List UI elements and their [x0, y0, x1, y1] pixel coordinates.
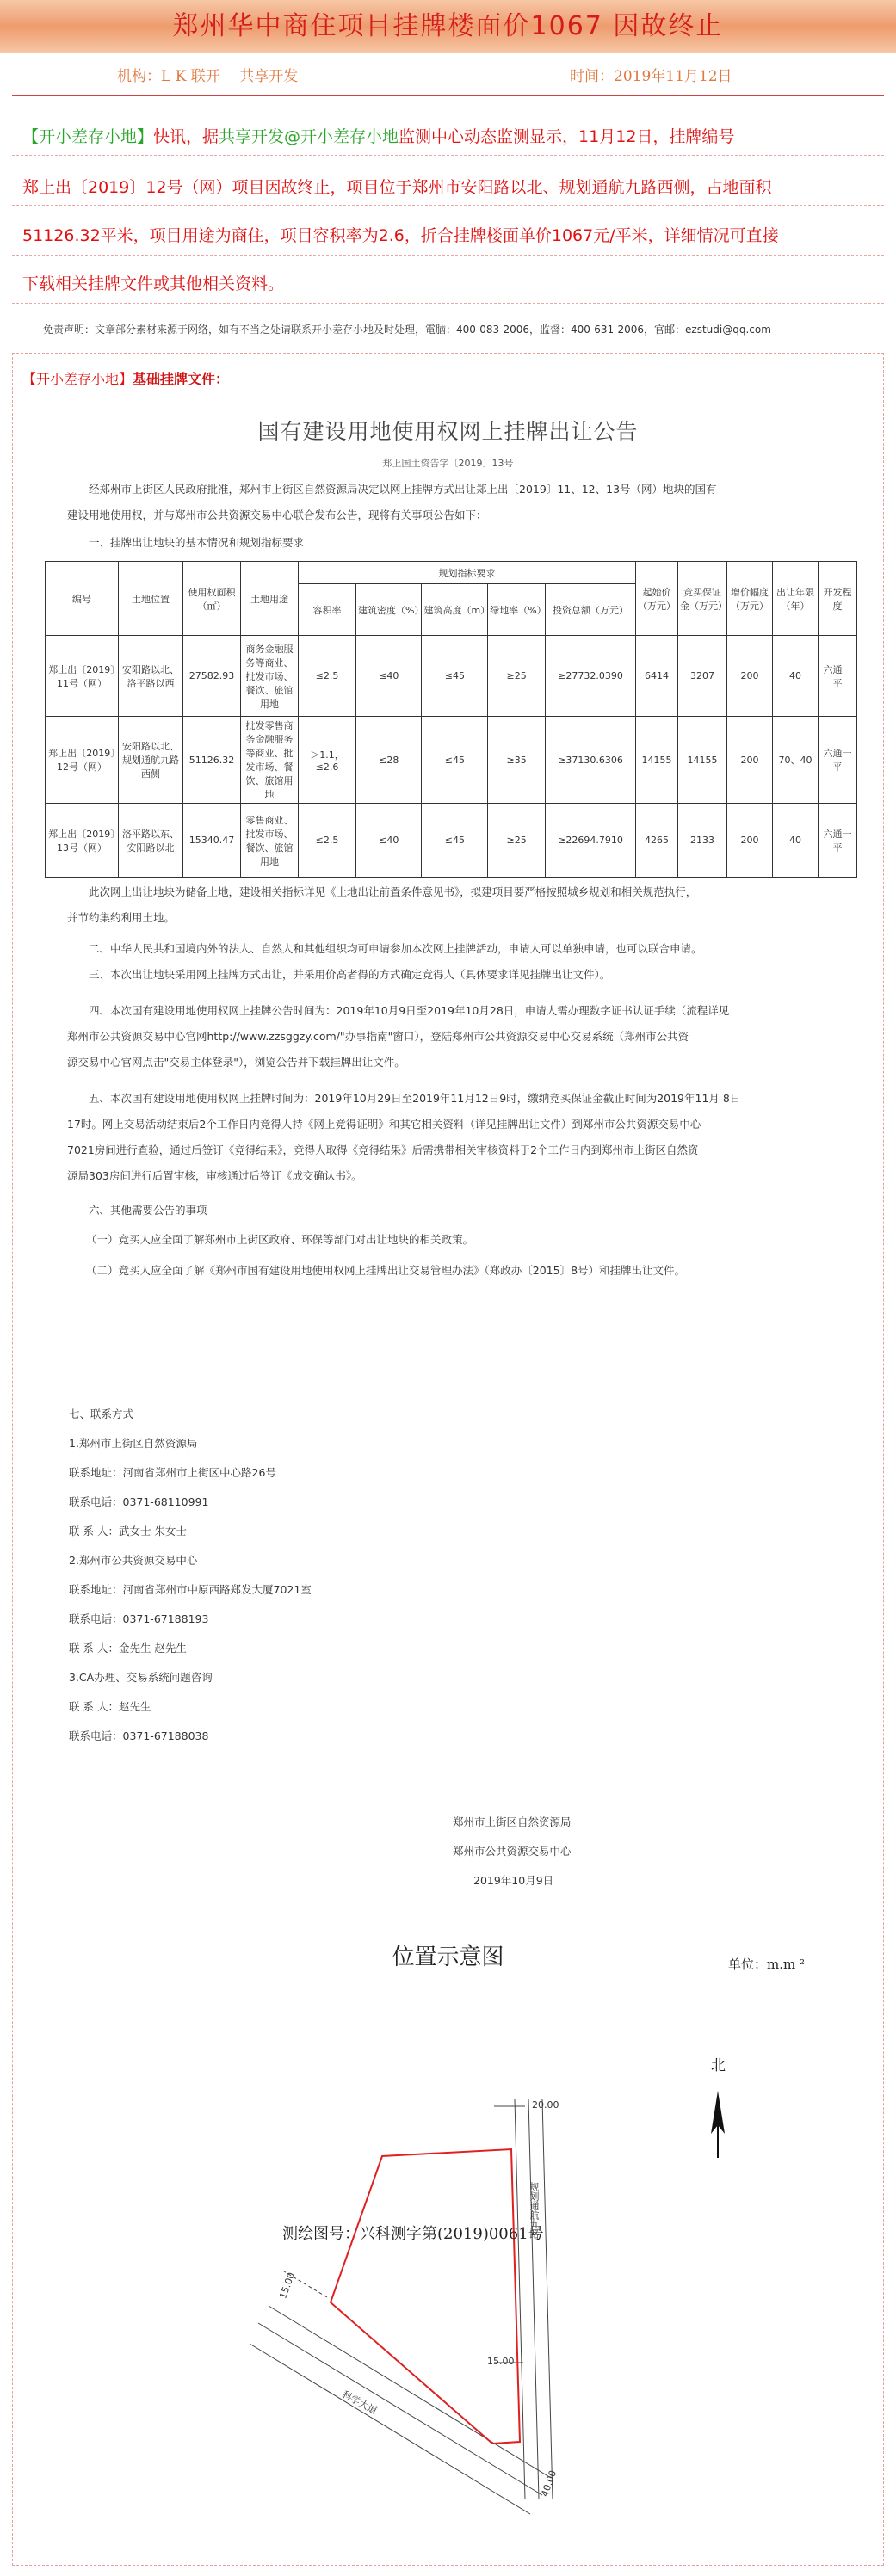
table-cell: ≤2.5: [299, 636, 356, 717]
table-header: 使用权面积（㎡）: [183, 562, 241, 636]
table-cell: 六通一平: [819, 804, 857, 878]
survey-label: 测绘图号：兴科测字第(2019)0061号: [282, 2225, 544, 2243]
para-line: 17时。网上交易活动结束后2个工作日内竞得人持《网上竞得证明》和其它相关资料（详见挂牌出让文件）到郑州市公共资源交易中心: [67, 1118, 701, 1131]
road-label: 规划通航九路: [528, 2182, 540, 2239]
intro-line: 建设用地使用权，并与郑州市公共资源交易中心联合发布公告，现将有关事项公告如下：: [67, 508, 487, 521]
table-cell: 40: [773, 804, 819, 878]
intro-line: 经郑州市上街区人民政府批准，郑州市上街区自然资源局决定以网上挂牌方式出让郑上出〔2019〕11、12、13号（网）地块的国有: [89, 483, 717, 496]
table-cell: ≤40: [355, 636, 422, 717]
org-value: L K 联开 共享开发: [161, 68, 299, 85]
notice-paragraph: 三、本次出让地块采用网上挂牌方式出让，并采用价高者得的方式确定竞得人（具体要求详见挂牌出让文件）。: [89, 968, 611, 981]
news-text: 监测中心动态监测显示，11月12日，挂牌编号: [399, 127, 735, 146]
table-cell: ≥27732.0390: [546, 636, 636, 717]
table-cell: 郑上出〔2019〕11号（网）: [46, 636, 119, 717]
table-subheader: 投资总额（万元）: [546, 584, 636, 636]
table-cell: 200: [727, 636, 773, 717]
table-cell: ≥25: [488, 636, 546, 717]
table-cell: ≤40: [355, 804, 422, 878]
org-label: 机构：: [117, 68, 161, 85]
news-line-3: 51126.32平米，项目用途为商住，项目容积率为2.6，折合挂牌楼面单价1067元/平米，详细情况可直接: [22, 226, 779, 245]
notice-paragraph: （一）竞买人应全面了解郑州市上街区政府、环保等部门对出让地块的相关政策。: [86, 1233, 474, 1246]
table-cell: 安阳路以北、洛平路以西: [119, 636, 183, 717]
table-cell: 六通一平: [819, 717, 857, 804]
news-line-4: 下载相关挂牌文件或其他相关资料。: [22, 274, 285, 293]
table-cell: 14155: [636, 717, 678, 804]
table-subheader: 绿地率（%）: [488, 584, 546, 636]
time-label: 时间：: [570, 68, 614, 85]
table-cell: ≥25: [488, 804, 546, 878]
contact-line: 联系电话：0371-68110991: [69, 1495, 209, 1508]
north-label: 北: [711, 2057, 726, 2074]
para-line: 五、本次国有建设用地使用权网上挂牌时间为：2019年10月29日至2019年11月12日9时，缴纳竞买保证金截止时间为2019年11月 8日: [89, 1092, 741, 1105]
table-cell: 商务金融服务等商业、批发市场、餐饮、旅馆用地: [241, 636, 299, 717]
contact-line: 联系地址：河南省郑州市上街区中心路26号: [69, 1466, 276, 1479]
table-cell: 六通一平: [819, 636, 857, 717]
table-header: 竞买保证金（万元）: [678, 562, 727, 636]
table-header: 规划指标要求: [299, 562, 636, 584]
signature-org: 郑州市公共资源交易中心: [453, 1845, 572, 1858]
contact-title: 七、联系方式: [69, 1408, 134, 1420]
table-header: 出让年限（年）: [773, 562, 819, 636]
notice-number: 郑上国土资告字〔2019〕13号: [382, 458, 514, 469]
table-cell: 郑上出〔2019〕13号（网）: [46, 804, 119, 878]
table-header: 开发程度: [819, 562, 857, 636]
notice-title: 国有建设用地使用权网上挂牌出让公告: [257, 419, 639, 444]
notice-paragraph: （二）竞买人应全面了解《郑州市国有建设用地使用权网上挂牌出让交易管理办法》（郑政办〔2015〕8号）和挂牌出让文件。: [86, 1264, 686, 1277]
contact-org: 3.CA办理、交易系统问题咨询: [69, 1671, 213, 1684]
brand-tag: 【开小差存小地】: [22, 127, 154, 146]
signature-date: 2019年10月9日: [473, 1874, 554, 1887]
news-line-2: 郑上出〔2019〕12号（网）项目因故终止，项目位于郑州市安阳路以北、规划通航九路西侧，占地面积: [22, 178, 772, 197]
table-cell: ≥35: [488, 717, 546, 804]
time-value: 2019年11月12日: [614, 68, 732, 85]
table-cell: 15340.47: [183, 804, 241, 878]
table-header: 土地位置: [119, 562, 183, 636]
para-line: 源交易中心官网点击"交易主体登录"），浏览公告并下载挂牌出让文件。: [67, 1056, 405, 1069]
table-cell: 2133: [678, 804, 727, 878]
para-line: 并节约集约利用土地。: [67, 911, 176, 924]
table-subheader: 建筑密度（%）: [355, 584, 422, 636]
table-header: 编号: [46, 562, 119, 636]
table-cell: 安阳路以北、规划通航九路西侧: [119, 717, 183, 804]
table-cell: 200: [727, 804, 773, 878]
para-line: 此次网上出让地块为储备土地，建设相关指标详见《土地出让前置条件意见书》，拟建项目要严格按照城乡规划和相关规范执行，: [89, 885, 697, 898]
table-cell: 3207: [678, 636, 727, 717]
table-cell: 200: [727, 717, 773, 804]
table-cell: 6414: [636, 636, 678, 717]
table-cell: ≤45: [422, 717, 488, 804]
signature-org: 郑州市上街区自然资源局: [453, 1815, 572, 1828]
section-label: 基础挂牌文件：: [133, 371, 230, 387]
table-header: 土地用途: [241, 562, 299, 636]
table-cell: 批发零售商务金融服务等商业、批发市场、餐饮、旅馆用地: [241, 717, 299, 804]
table-cell: 洛平路以东、安阳路以北: [119, 804, 183, 878]
table-cell: 70、40: [773, 717, 819, 804]
brand-tag: 【开小差存小地】: [22, 371, 133, 387]
table-cell: 51126.32: [183, 717, 241, 804]
notice-paragraph: 六、其他需要公告的事项: [89, 1204, 207, 1217]
road-edge: [542, 2099, 553, 2499]
table-cell: ≥22694.7910: [546, 804, 636, 878]
dimension-label: 15.00: [487, 2356, 515, 2367]
contact-line: 联 系 人：武女士 朱女士: [69, 1525, 187, 1538]
road-edge: [528, 2099, 539, 2499]
table-header: 起始价（万元）: [636, 562, 678, 636]
map-unit: 单位：m.m ²: [728, 1957, 805, 1972]
contact-line: 联系电话：0371-67188193: [69, 1612, 209, 1625]
para-line: 郑州市公共资源交易中心官网http://www.zzsggzy.com/"办事指南"窗口），登陆郑州市公共资源交易中心交易系统（郑州市公共资: [67, 1030, 689, 1043]
contact-line: 联 系 人：赵先生: [69, 1700, 151, 1713]
table-cell: 零售商业、批发市场、餐饮、旅馆用地: [241, 804, 299, 878]
notice-paragraph: 二、中华人民共和国境内外的法人、自然人和其他组织均可申请参加本次网上挂牌活动，申请人可以单独申请，也可以联合申请。: [89, 942, 702, 955]
table-header: 增价幅度（万元）: [727, 562, 773, 636]
disclaimer: 免责声明：文章部分素材来源于网络，如有不当之处请联系开小差存小地及时处理，電脑：400-083-2006，监督：400-631-2006，官邮：ezstudi@qq.com: [43, 324, 771, 336]
para-line: 7021房间进行查验，通过后签订《竞得结果》，竞得人取得《竞得结果》后需携带相关审核资料于2个工作日内到郑州市上街区自然资: [67, 1143, 699, 1156]
table-subheader: 容积率: [299, 584, 356, 636]
road-edge: [250, 2344, 530, 2514]
dimension-label: 15.00: [277, 2271, 298, 2301]
article-title: 郑州华中商住项目挂牌楼面价1067 因故终止: [172, 11, 724, 41]
table-cell: 40: [773, 636, 819, 717]
contact-org: 1.郑州市上街区自然资源局: [69, 1437, 198, 1450]
section-heading: 一、挂牌出让地块的基本情况和规划指标要求: [89, 536, 305, 549]
contact-line: 联系地址：河南省郑州市中原西路郑发大厦7021室: [69, 1583, 312, 1596]
table-cell: ≤45: [422, 636, 488, 717]
dimension-label: 40.00: [539, 2468, 559, 2499]
table-cell: ≤2.5: [299, 804, 356, 878]
contact-line: 联 系 人：金先生 赵先生: [69, 1642, 187, 1655]
contact-line: 联系电话：0371-67188038: [69, 1729, 209, 1742]
dimension-label: 20.00: [532, 2099, 559, 2111]
table-cell: ≤28: [355, 717, 422, 804]
para-line: 源局303房间进行后置审核，审核通过后签订《成交确认书》。: [67, 1169, 362, 1182]
table-cell: 14155: [678, 717, 727, 804]
contact-org: 2.郑州市公共资源交易中心: [69, 1554, 198, 1567]
table-cell: 郑上出〔2019〕12号（网）: [46, 717, 119, 804]
table-cell: ≤45: [422, 804, 488, 878]
road-label: 科学大道: [340, 2388, 380, 2417]
table-cell: 27582.93: [183, 636, 241, 717]
brand-link[interactable]: 共享开发@开小差存小地: [219, 127, 399, 146]
road-edge: [258, 2323, 542, 2495]
map-title: 位置示意图: [392, 1944, 504, 1970]
table-cell: 4265: [636, 804, 678, 878]
para-line: 四、本次国有建设用地使用权网上挂牌公告时间为：2019年10月9日至2019年10月28日，申请人需办理数字证书认证手续（流程详见: [89, 1004, 730, 1017]
news-text: 快讯，据: [153, 127, 219, 146]
table-cell: ＞1.1，≤2.6: [299, 717, 356, 804]
table-subheader: 建筑高度（m）: [422, 584, 488, 636]
road-edge: [269, 2306, 551, 2478]
table-cell: ≥37130.6306: [546, 717, 636, 804]
